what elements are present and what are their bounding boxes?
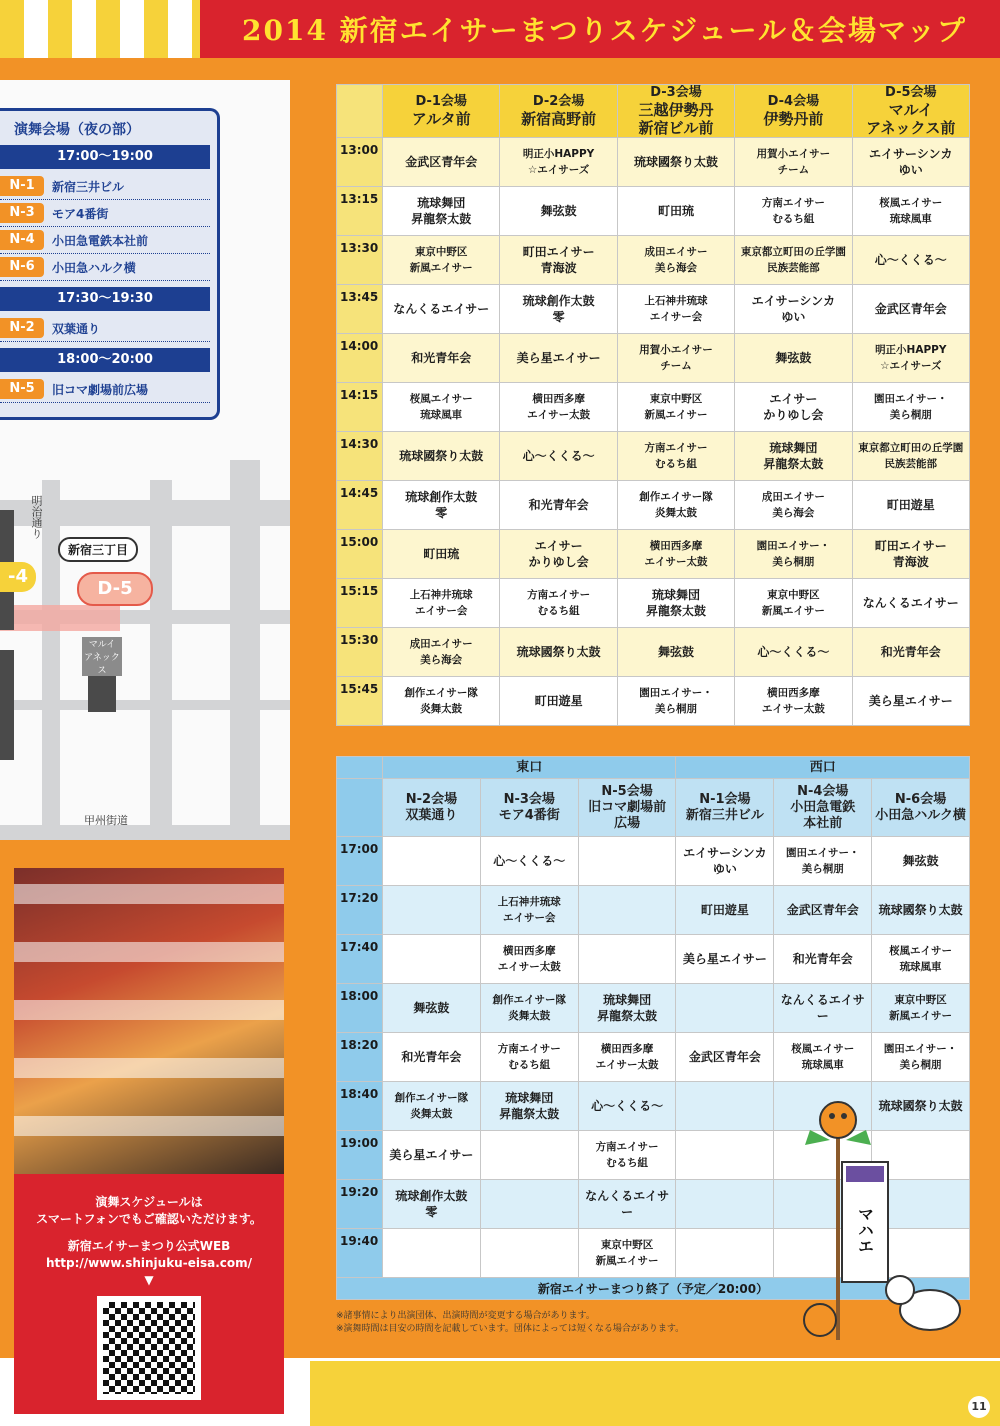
performer-cell: 東京中野区 新風エイサー (735, 579, 852, 628)
night-venue-panel (0, 108, 220, 420)
performer-cell: なんくるエイサー (383, 285, 500, 334)
time-cell: 17:00 (337, 837, 383, 886)
performer-cell: 舞弦鼓 (383, 984, 481, 1033)
performer-cell: 方南エイサー むるち組 (617, 432, 734, 481)
performer-cell: 横田西多摩 エイサー太鼓 (500, 383, 617, 432)
schedule-row (337, 285, 970, 334)
venue-name: モア4番街 (52, 206, 109, 221)
map-building (0, 650, 14, 760)
performer-cell (676, 1180, 774, 1229)
performer-cell (480, 1180, 578, 1229)
festival-end-note: 新宿エイサーまつり終了（予定／20:00） (337, 1278, 970, 1300)
performer-cell: 園田エイサー・ 美ら桐朋 (617, 677, 734, 726)
performer-cell: 心〜くくる〜 (578, 1082, 676, 1131)
performer-cell: 東京中野区 新風エイサー (872, 984, 970, 1033)
schedule-row (337, 984, 970, 1033)
performer-cell: 桜風エイサー 琉球風車 (852, 187, 969, 236)
performer-cell: 心〜くくる〜 (500, 432, 617, 481)
schedule-row (337, 383, 970, 432)
performer-cell: 成田エイサー 美ら海会 (735, 481, 852, 530)
performer-cell: 美ら星エイサー (500, 334, 617, 383)
venue-row (0, 173, 210, 200)
performer-cell (480, 1229, 578, 1278)
time-slot-bar: 17:00〜19:00 (0, 145, 210, 169)
performer-cell: 金武区青年会 (774, 886, 872, 935)
performer-cell: 琉球舞団 昇龍祭太鼓 (617, 579, 734, 628)
performer-cell: 金武区青年会 (852, 285, 969, 334)
page-number: 11 (968, 1396, 990, 1418)
performer-cell: 舞弦鼓 (872, 837, 970, 886)
time-slot-bar: 17:30〜19:30 (0, 287, 210, 311)
schedule-row (337, 886, 970, 935)
performer-cell: 舞弦鼓 (617, 628, 734, 677)
east-exit-header: 東口 (383, 757, 676, 779)
performer-cell: 琉球創作太鼓 零 (500, 285, 617, 334)
venue-name: 双葉通り (52, 321, 101, 336)
note-line: ※演舞時間は目安の時間を記載しています。団体によっては短くなる場合があります。 (336, 1324, 685, 1334)
qr-code[interactable] (97, 1296, 201, 1400)
venue-code-badge: N-6 (0, 257, 44, 277)
performer-cell: 金武区青年会 (383, 138, 500, 187)
venue-name: 旧コマ劇場前広場 (52, 382, 149, 397)
corner-cell (337, 779, 383, 837)
performer-cell: 琉球舞団 昇龍祭太鼓 (383, 187, 500, 236)
meiji-dori-label: 明治通り (30, 495, 43, 539)
performer-cell: 舞弦鼓 (500, 187, 617, 236)
performer-cell (383, 886, 481, 935)
down-arrow-icon: ▼ (144, 1273, 154, 1287)
time-cell: 17:20 (337, 886, 383, 935)
performer-cell: 美ら星エイサー (676, 935, 774, 984)
page-title-text: 2014 新宿エイサーまつりスケジュール＆会場マップ (242, 14, 967, 47)
official-web-label: 新宿エイサーまつり公式WEB (67, 1239, 231, 1253)
venue-name: 双葉通り (405, 807, 458, 823)
performer-cell: 明正小HAPPY ☆エイサーズ (852, 334, 969, 383)
smartphone-info-line2: スマートフォンでもご確認いただけます。 (36, 1212, 262, 1226)
performer-cell: 町田遊星 (852, 481, 969, 530)
map-road (0, 825, 290, 840)
time-cell: 15:30 (337, 628, 383, 677)
venue-code: N-2会場 (405, 791, 458, 807)
venue-name: 小田急ハルク横 (875, 807, 966, 823)
schedule-row (337, 1033, 970, 1082)
time-cell: 13:45 (337, 285, 383, 334)
performer-cell: 琉球國祭り太鼓 (617, 138, 734, 187)
performer-cell: 心〜くくる〜 (852, 236, 969, 285)
d5-venue-pin: D-5 (77, 572, 153, 606)
shisa-mascot-illustration (790, 1090, 970, 1360)
performer-cell: 和光青年会 (852, 628, 969, 677)
venue-code: N-1会場 (699, 791, 751, 807)
performer-cell: 創作エイサー隊 炎舞太鼓 (480, 984, 578, 1033)
venue-name: 新宿三井ビル (685, 807, 764, 823)
performer-cell: 金武区青年会 (676, 1033, 774, 1082)
venue-code: N-6会場 (894, 791, 947, 807)
performer-cell (676, 984, 774, 1033)
venue-name: 小田急ハルク横 (52, 260, 136, 275)
venue-header (500, 85, 617, 138)
map-route-highlight (0, 605, 120, 631)
venue-row (0, 200, 210, 227)
venue-header (578, 779, 676, 837)
time-cell: 17:40 (337, 935, 383, 984)
performer-cell: 和光青年会 (383, 334, 500, 383)
performer-cell: エイサー かりゆし会 (500, 530, 617, 579)
performer-cell: 和光青年会 (500, 481, 617, 530)
schedule-row (337, 935, 970, 984)
official-web-url[interactable]: http://www.shinjuku-eisa.com/ (45, 1256, 252, 1270)
mascot-banner-text: マハエ (855, 1206, 875, 1254)
venue-row (0, 315, 210, 342)
performer-cell: 琉球國祭り太鼓 (500, 628, 617, 677)
performer-cell: 和光青年会 (774, 935, 872, 984)
time-cell: 19:40 (337, 1229, 383, 1278)
performer-cell: 園田エイサー・ 美ら桐朋 (852, 383, 969, 432)
performer-cell: 横田西多摩 エイサー太鼓 (480, 935, 578, 984)
venue-name: 小田急電鉄本社前 (52, 233, 149, 248)
festival-photo (14, 868, 284, 1174)
map-road (42, 480, 60, 840)
performer-cell (480, 1131, 578, 1180)
performer-cell (383, 837, 481, 886)
venue-code: D-3会場 (650, 85, 702, 100)
performer-cell: 方南エイサー むるち組 (480, 1033, 578, 1082)
schedule-row (337, 677, 970, 726)
venue-header (735, 85, 852, 138)
performer-cell: 方南エイサー むるち組 (578, 1131, 676, 1180)
time-cell: 19:20 (337, 1180, 383, 1229)
west-exit-header: 西口 (676, 757, 970, 779)
map-road (150, 480, 172, 840)
performer-cell: エイサーシンカ ゆい (676, 837, 774, 886)
schedule-row (337, 138, 970, 187)
shinjuku-sanchome-label: 新宿三丁目 (58, 537, 138, 562)
venue-name: アルタ前 (411, 110, 471, 128)
performer-cell (383, 1229, 481, 1278)
performer-cell: 桜風エイサー 琉球風車 (872, 935, 970, 984)
time-cell: 14:00 (337, 334, 383, 383)
top-stripe-decoration (0, 0, 200, 58)
venue-header (852, 85, 969, 138)
performer-cell: 東京中野区 新風エイサー (578, 1229, 676, 1278)
schedule-row (337, 187, 970, 236)
venue-header (480, 779, 578, 837)
performer-cell: 成田エイサー 美ら海会 (617, 236, 734, 285)
performer-cell: 創作エイサー隊 炎舞太鼓 (383, 1082, 481, 1131)
performer-cell: 美ら星エイサー (852, 677, 969, 726)
performer-cell: 東京都立町田の丘学園 民族芸能部 (735, 236, 852, 285)
venue-header (383, 779, 481, 837)
schedule-row (337, 481, 970, 530)
performer-cell: 琉球國祭り太鼓 (872, 1082, 970, 1131)
performer-cell: 創作エイサー隊 炎舞太鼓 (617, 481, 734, 530)
performer-cell: 横田西多摩 エイサー太鼓 (617, 530, 734, 579)
performer-cell: 和光青年会 (383, 1033, 481, 1082)
time-cell: 18:00 (337, 984, 383, 1033)
venue-row (0, 376, 210, 403)
performer-cell: エイサー かりゆし会 (735, 383, 852, 432)
venue-code: N-5会場 (601, 783, 653, 799)
performer-cell: 横田西多摩 エイサー太鼓 (735, 677, 852, 726)
venue-code: D-2会場 (532, 94, 585, 109)
time-cell: 14:30 (337, 432, 383, 481)
performer-cell: 用賀小エイサー チーム (735, 138, 852, 187)
performer-cell (676, 1082, 774, 1131)
performer-cell: 用賀小エイサー チーム (617, 334, 734, 383)
performer-cell: 園田エイサー・ 美ら桐朋 (774, 837, 872, 886)
performer-cell: エイサーシンカ ゆい (735, 285, 852, 334)
schedule-row (337, 432, 970, 481)
smartphone-info-line1: 演舞スケジュールは (95, 1195, 203, 1209)
venue-code-badge: N-5 (0, 379, 44, 399)
time-cell: 19:00 (337, 1131, 383, 1180)
performer-cell: なんくるエイサー (774, 984, 872, 1033)
schedule-row (337, 530, 970, 579)
performer-cell: なんくるエイサー (852, 579, 969, 628)
venue-header (774, 779, 872, 837)
performer-cell (578, 935, 676, 984)
venue-code-badge: N-3 (0, 203, 44, 223)
venue-name: 三越伊勢丹 新宿ビル前 (638, 101, 714, 137)
time-cell: 13:30 (337, 236, 383, 285)
time-cell: 14:45 (337, 481, 383, 530)
schedule-row (337, 236, 970, 285)
time-cell: 13:15 (337, 187, 383, 236)
marui-annex-label: マルイ アネックス (82, 637, 122, 676)
schedule-row (337, 579, 970, 628)
page-title (200, 0, 1000, 58)
time-cell: 14:15 (337, 383, 383, 432)
performer-cell (578, 886, 676, 935)
performer-cell: 園田エイサー・ 美ら桐朋 (872, 1033, 970, 1082)
performer-cell: 方南エイサー むるち組 (500, 579, 617, 628)
venue-code: D-5会場 (885, 85, 937, 100)
performer-cell: 琉球舞団 昇龍祭太鼓 (735, 432, 852, 481)
venue-name: 伊勢丹前 (763, 110, 824, 128)
performer-cell: 町田エイサー 青海波 (500, 236, 617, 285)
performer-cell: 琉球創作太鼓 零 (383, 481, 500, 530)
performer-cell: 町田遊星 (676, 886, 774, 935)
venue-name: 新宿三井ビル (52, 179, 125, 194)
venue-header (872, 779, 970, 837)
schedule-notes (336, 1310, 684, 1336)
performer-cell: 上石神井琉球 エイサー会 (480, 886, 578, 935)
performer-cell: 町田琉 (617, 187, 734, 236)
performer-cell: 桜風エイサー 琉球風車 (774, 1033, 872, 1082)
venue-code: D-4会場 (767, 94, 820, 109)
performer-cell: 琉球國祭り太鼓 (383, 432, 500, 481)
performer-cell: 東京中野区 新風エイサー (383, 236, 500, 285)
corner-cell (337, 757, 383, 779)
performer-cell: 美ら星エイサー (383, 1131, 481, 1180)
venue-code-badge: N-4 (0, 230, 44, 250)
performer-cell: 明正小HAPPY ☆エイサーズ (500, 138, 617, 187)
venue-name: 新宿高野前 (521, 110, 597, 128)
time-slot-bar: 18:00〜20:00 (0, 348, 210, 372)
night-panel-title: 演舞会場（夜の部） (14, 122, 140, 138)
schedule-row (337, 837, 970, 886)
performer-cell: 琉球舞団 昇龍祭太鼓 (578, 984, 676, 1033)
venue-name: モア4番街 (498, 807, 560, 823)
time-cell: 18:40 (337, 1082, 383, 1131)
performer-cell (578, 837, 676, 886)
performer-cell: 方南エイサー むるち組 (735, 187, 852, 236)
venue-name: 小田急電鉄 本社前 (790, 799, 856, 831)
performer-cell: 横田西多摩 エイサー太鼓 (578, 1033, 676, 1082)
time-cell: 13:00 (337, 138, 383, 187)
venue-row (0, 227, 210, 254)
time-cell: 15:45 (337, 677, 383, 726)
map-road (0, 700, 290, 710)
time-cell: 15:00 (337, 530, 383, 579)
venue-header (676, 779, 774, 837)
venue-name: 旧コマ劇場前 広場 (588, 799, 667, 831)
venue-code: D-1会場 (415, 94, 467, 109)
performer-cell: 成田エイサー 美ら海会 (383, 628, 500, 677)
performer-cell: 心〜くくる〜 (480, 837, 578, 886)
time-cell: 15:15 (337, 579, 383, 628)
venue-header (617, 85, 734, 138)
venue-code-badge: N-2 (0, 318, 44, 338)
performer-cell: 琉球舞団 昇龍祭太鼓 (480, 1082, 578, 1131)
performer-cell: 町田琉 (383, 530, 500, 579)
schedule-row (337, 334, 970, 383)
performer-cell: 東京中野区 新風エイサー (617, 383, 734, 432)
performer-cell: 園田エイサー・ 美ら桐朋 (735, 530, 852, 579)
corner-cell (337, 85, 383, 138)
performer-cell: 町田遊星 (500, 677, 617, 726)
venue-name: マルイ アネックス前 (866, 101, 956, 137)
koshu-kaido-label: 甲州街道 (84, 814, 128, 827)
map-road (230, 460, 260, 840)
bottom-decoration (310, 1358, 1000, 1426)
performer-cell: エイサーシンカ ゆい (852, 138, 969, 187)
venue-code-badge: N-1 (0, 176, 44, 196)
performer-cell: 琉球國祭り太鼓 (872, 886, 970, 935)
performer-cell (383, 935, 481, 984)
venue-row (0, 254, 210, 281)
venue-code: N-3会場 (503, 791, 555, 807)
performer-cell: 上石神井琉球 エイサー会 (383, 579, 500, 628)
performer-cell: 町田エイサー 青海波 (852, 530, 969, 579)
performer-cell: 心〜くくる〜 (735, 628, 852, 677)
performer-cell: 舞弦鼓 (735, 334, 852, 383)
day-schedule-table (336, 84, 970, 726)
schedule-row (337, 628, 970, 677)
time-cell: 18:20 (337, 1033, 383, 1082)
d4-venue-pin: -4 (0, 562, 36, 592)
performer-cell: なんくるエイサー (578, 1180, 676, 1229)
performer-cell: 東京都立町田の丘学園 民族芸能部 (852, 432, 969, 481)
performer-cell: 上石神井琉球 エイサー会 (617, 285, 734, 334)
note-line: ※諸事情により出演団体、出演時間が変更する場合があります。 (336, 1311, 595, 1321)
performer-cell: 琉球創作太鼓 零 (383, 1180, 481, 1229)
performer-cell: 桜風エイサー 琉球風車 (383, 383, 500, 432)
venue-code: N-4会場 (797, 783, 849, 799)
venue-header (383, 85, 500, 138)
performer-cell: 創作エイサー隊 炎舞太鼓 (383, 677, 500, 726)
performer-cell (676, 1229, 774, 1278)
performer-cell (676, 1131, 774, 1180)
